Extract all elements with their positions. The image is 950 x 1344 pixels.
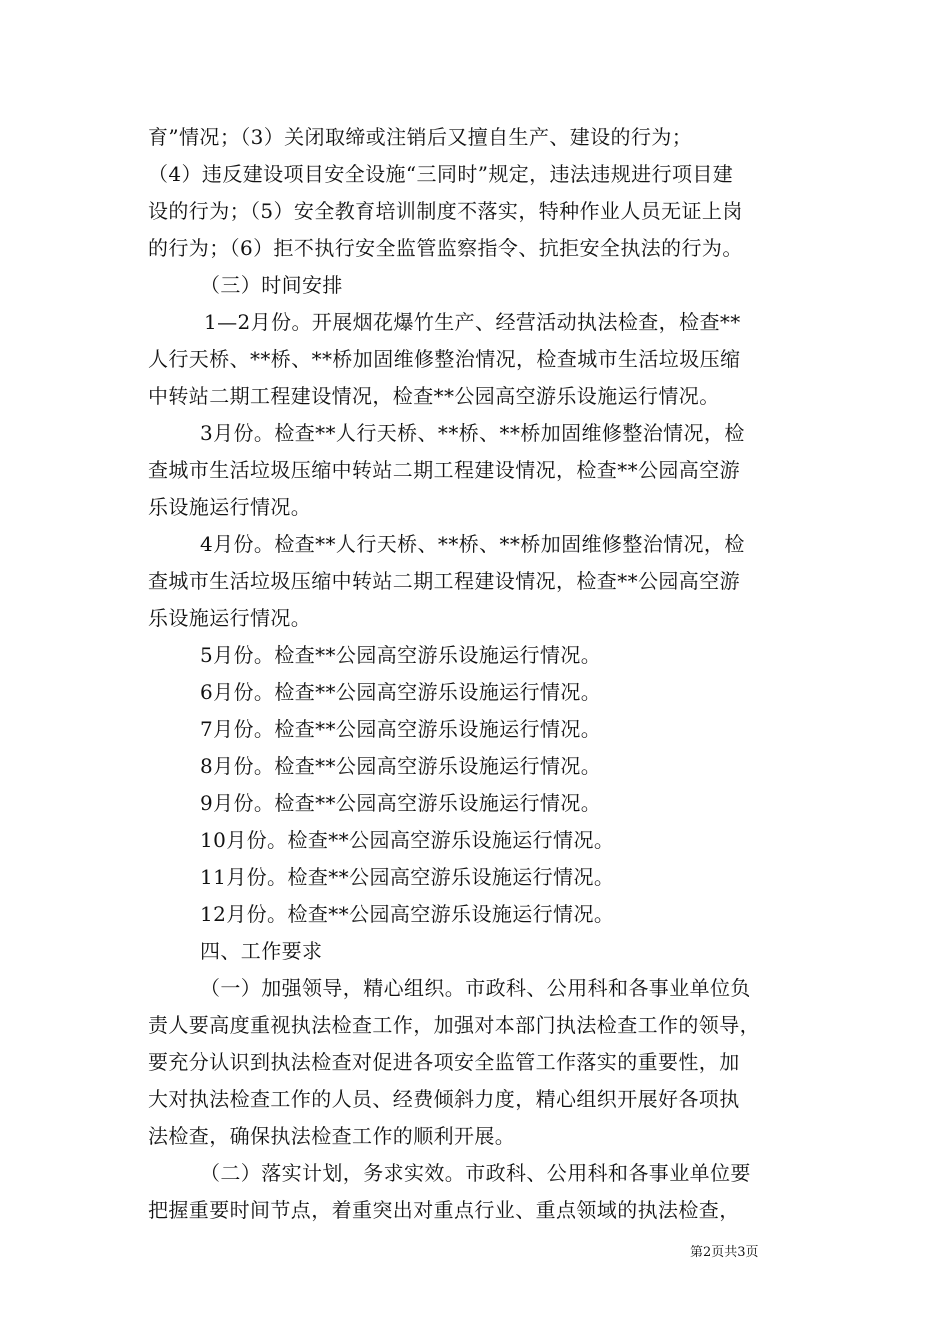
body-line-8: 中转站二期工程建设情况，检查**公园高空游乐设施运行情况。: [148, 384, 720, 408]
body-line-18: 8月份。检查**公园高空游乐设施运行情况。: [200, 754, 602, 778]
body-line-22: 12月份。检查**公园高空游乐设施运行情况。: [200, 902, 615, 926]
body-line-11: 乐设施运行情况。: [148, 495, 312, 519]
body-line-16: 6月份。检查**公园高空游乐设施运行情况。: [200, 680, 602, 704]
body-line-7: 人行天桥、**桥、**桥加固维修整治情况，检查城市生活垃圾压缩: [148, 347, 741, 371]
body-line-6: 1—2月份。开展烟花爆竹生产、经营活动执法检查，检查**: [204, 310, 741, 334]
section-heading-requirements: 四、工作要求: [200, 939, 323, 963]
body-line-10: 查城市生活垃圾压缩中转站二期工程建设情况，检查**公园高空游: [148, 458, 740, 482]
body-line-13: 查城市生活垃圾压缩中转站二期工程建设情况，检查**公园高空游: [148, 569, 740, 593]
body-line-14: 乐设施运行情况。: [148, 606, 312, 630]
body-line-30: 把握重要时间节点，着重突出对重点行业、重点领域的执法检查，: [148, 1198, 740, 1222]
body-line-2: （4）违反建设项目安全设施“三同时”规定，违法违规进行项目建: [148, 162, 734, 186]
section-heading-schedule: （三）时间安排: [200, 273, 343, 297]
body-line-4: 的行为；（6）拒不执行安全监管监察指令、抗拒安全执法的行为。: [148, 236, 743, 260]
body-line-1: 育”情况；（3）关闭取缔或注销后又擅自生产、建设的行为；: [148, 125, 693, 149]
body-line-12: 4月份。检查**人行天桥、**桥、**桥加固维修整治情况，检: [200, 532, 745, 556]
body-line-26: 要充分认识到执法检查对促进各项安全监管工作落实的重要性，加: [148, 1050, 740, 1074]
page-number-footer: 第2页共3页: [690, 1245, 759, 1260]
body-line-15: 5月份。检查**公园高空游乐设施运行情况。: [200, 643, 602, 667]
body-line-27: 大对执法检查工作的人员、经费倾斜力度，精心组织开展好各项执: [148, 1087, 740, 1111]
body-line-28: 法检查，确保执法检查工作的顺利开展。: [148, 1124, 516, 1148]
body-line-9: 3月份。检查**人行天桥、**桥、**桥加固维修整治情况，检: [200, 421, 745, 445]
body-line-29: （二）落实计划，务求实效。市政科、公用科和各事业单位要: [200, 1161, 751, 1185]
body-line-20: 10月份。检查**公园高空游乐设施运行情况。: [200, 828, 615, 852]
body-line-17: 7月份。检查**公园高空游乐设施运行情况。: [200, 717, 602, 741]
body-line-3: 设的行为；（5）安全教育培训制度不落实，特种作业人员无证上岗: [148, 199, 743, 223]
body-line-21: 11月份。检查**公园高空游乐设施运行情况。: [200, 865, 615, 889]
body-line-19: 9月份。检查**公园高空游乐设施运行情况。: [200, 791, 602, 815]
body-line-25: 责人要高度重视执法检查工作，加强对本部门执法检查工作的领导，: [148, 1013, 760, 1037]
body-line-24: （一）加强领导，精心组织。市政科、公用科和各事业单位负: [200, 976, 751, 1000]
